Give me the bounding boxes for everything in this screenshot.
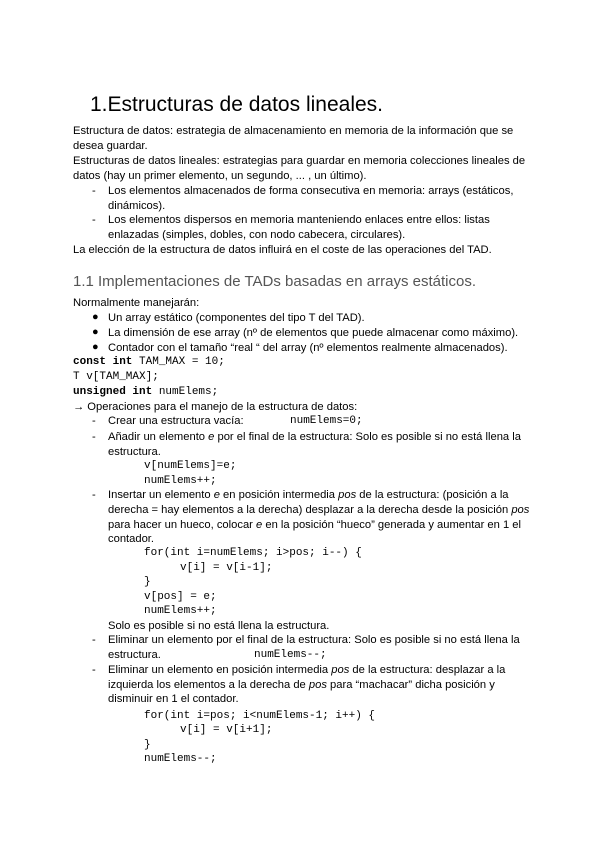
code-line: } (144, 739, 151, 751)
text-run: Eliminar un elemento en posición intermedia (108, 664, 332, 676)
op-create-text: Crear una estructura vacía: (108, 415, 244, 427)
op-insert-note: Solo es posible si no está llena la estructura. (108, 620, 330, 632)
text-run: para hacer un hueco, colocar (108, 519, 257, 531)
code-line: numElems--; (144, 753, 217, 765)
bullet-icon: ● (92, 341, 99, 353)
code-text: TAM_MAX = 10; (132, 356, 225, 368)
dash-marker: - (92, 431, 96, 443)
code-line: numElems++; (144, 605, 217, 617)
code-line (73, 385, 218, 400)
op-append-line-1 (108, 430, 521, 445)
section-heading: 1.1 Implementaciones de TADs basadas en arrays estáticos. (73, 273, 476, 290)
code-line: v[i] = v[i-1]; (180, 562, 273, 574)
bullet-item: Un array estático (componentes del tipo T del TAD). (108, 312, 365, 324)
bullet-icon: ● (92, 326, 99, 338)
list-item-lists-cont: enlazadas (simples, dobles, con nodo cabecera, circulares). (108, 229, 406, 241)
op-remove-end-code: numElems--; (254, 649, 327, 661)
bullet-item: Contador con el tamaño “real “ del array (nº elementos realmente almacenados). (108, 342, 508, 354)
text-run: en la posición “hueco” generada y aumentar en 1 el (262, 519, 521, 531)
code-line (73, 355, 225, 370)
list-item-arrays-cont: dinámicos). (108, 200, 166, 212)
title-text: Estructuras de datos lineales. (107, 93, 383, 116)
code-line: v[i] = v[i+1]; (180, 724, 273, 736)
dash-marker: - (92, 214, 96, 226)
op-insert-line-3 (108, 518, 521, 533)
text-run: Añadir un elemento (108, 431, 209, 443)
op-append-line-2: estructura. (108, 446, 161, 458)
text-run-italic: pos (331, 664, 350, 676)
code-keyword: const int (73, 356, 133, 368)
intro-line-1: Estructura de datos: estrategia de almacenamiento en memoria de la información que se (73, 125, 514, 137)
intro-line-4: datos (hay un primer elemento, un segundo, ... , un último). (73, 170, 367, 182)
page-title (90, 93, 383, 117)
code-line: v[numElems]=e; (144, 460, 237, 472)
dash-marker: - (92, 664, 96, 676)
code-keyword: unsigned int (73, 386, 153, 398)
op-remove-end-line-1: Eliminar un elemento por el final de la estructura: Solo es posible si no está llena la (108, 634, 520, 646)
op-insert-line-1 (108, 488, 509, 503)
operations-lead: → Operaciones para el manejo de la estructura de datos: (73, 401, 358, 413)
dash-marker: - (92, 634, 96, 646)
dash-marker: - (92, 185, 96, 197)
dash-marker: - (92, 489, 96, 501)
code-text: numElems; (152, 386, 219, 398)
text-run: Insertar un elemento (108, 489, 214, 501)
text-run-italic: e (213, 489, 220, 501)
op-remove-mid-line-3: disminuir en 1 el contador. (108, 693, 239, 705)
text-run: de la estructura: (posición a la (356, 489, 509, 501)
intro-line-2: desea guardar. (73, 140, 148, 152)
code-line: v[pos] = e; (144, 591, 217, 603)
code-line: for(int i=pos; i<numElems-1; i++) { (144, 710, 376, 722)
dash-marker: - (92, 415, 96, 427)
title-number: 1. (90, 93, 108, 116)
text-run: izquierda los elementos a la derecha de (108, 679, 309, 691)
op-create-code: numElems=0; (290, 415, 363, 427)
text-run-italic: pos (338, 489, 357, 501)
intro-line-5: La elección de la estructura de datos influirá en el coste de las operaciones del TAD. (73, 244, 492, 256)
list-item-lists: Los elementos dispersos en memoria manteniendo enlaces entre ellos: listas (108, 214, 490, 226)
op-remove-mid-line-1 (108, 663, 505, 678)
section-lead: Normalmente manejarán: (73, 297, 200, 309)
text-run-italic: pos (308, 679, 327, 691)
op-insert-line-4: contador. (108, 533, 155, 545)
text-run: en posición intermedia (219, 489, 339, 501)
intro-line-3: Estructuras de datos lineales: estrategias para guardar en memoria colecciones lineales de (73, 155, 526, 167)
list-item-arrays: Los elementos almacenados de forma consecutiva en memoria: arrays (estáticos, (108, 185, 514, 197)
op-remove-mid-line-2 (108, 678, 495, 693)
text-run: de la estructura: desplazar a la (349, 664, 506, 676)
code-line: } (144, 576, 151, 588)
text-run: derecha = hay elementos a la derecha) desplazar a la derecha desde la posición (108, 504, 512, 516)
op-remove-end-line-2: estructura. (108, 649, 161, 661)
code-line: for(int i=numElems; i>pos; i--) { (144, 547, 362, 559)
text-run: por el final de la estructura: Solo es posible si no está llena la (214, 431, 521, 443)
text-run-italic: pos (511, 504, 530, 516)
bullet-icon: ● (92, 311, 99, 323)
op-insert-line-2 (108, 503, 529, 518)
text-run-italic: e (256, 519, 263, 531)
text-run-italic: e (208, 431, 215, 443)
text-run: para “machacar” dicha posición y (326, 679, 495, 691)
bullet-item: La dimensión de ese array (nº de elementos que puede almacenar como máximo). (108, 327, 519, 339)
code-line: T v[TAM_MAX]; (73, 371, 159, 383)
code-line: numElems++; (144, 475, 217, 487)
